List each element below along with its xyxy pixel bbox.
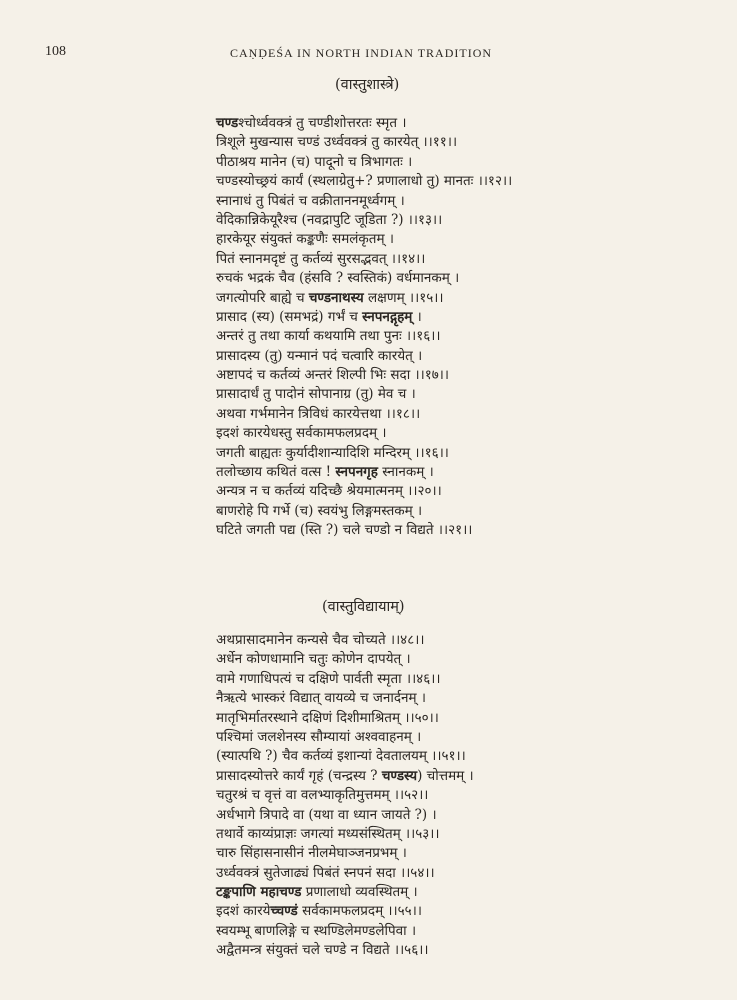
verse-text: चारु सिंहासनासीनं नीलमेघाञ्जनप्रभम् । bbox=[216, 845, 407, 862]
verse-line bbox=[216, 670, 474, 689]
verse-line bbox=[216, 482, 512, 501]
verse-line bbox=[216, 825, 474, 844]
verse-line bbox=[216, 250, 512, 269]
verse-text: सर्वकामफलप्रदम् ।।५५।। bbox=[297, 903, 422, 920]
verse-line bbox=[216, 269, 512, 288]
verse-text: वेदिकान्निकेयूरैश्च (नवद्रापुटि जूडिता ?) ।।१३।। bbox=[216, 211, 443, 228]
verse-line bbox=[216, 347, 512, 366]
verse-line bbox=[216, 650, 474, 669]
verse-line bbox=[216, 806, 474, 825]
verse-emphasis: च्चण्डं bbox=[270, 903, 298, 920]
verse-text: लक्षणम् ।।१५।। bbox=[363, 289, 444, 306]
verse-text: अर्धभागे त्रिपादे वा (यथा वा ध्यान जायते ?) । bbox=[216, 806, 437, 823]
verse-text: बाणरोहे पि गर्भे (च) स्वयंभु लिङ्गमस्तकम् । bbox=[216, 502, 423, 519]
verse-block-vastuvidyayam bbox=[216, 631, 474, 961]
verse-text: (स्यात्पथि ?) चैव कर्तव्यं इशान्यां देवतालयम् ।।५१।। bbox=[216, 748, 466, 765]
verse-text: अर्धेन कोणधामानि चतुः कोणेन दापयेत् । bbox=[216, 651, 411, 668]
verse-text: चतुरश्रं च वृत्तं वा वलभ्याकृतिमुत्तमम् ।।५२।। bbox=[216, 787, 429, 804]
verse-line bbox=[216, 883, 474, 902]
verse-emphasis: चण्डस्य bbox=[381, 767, 418, 784]
verse-line bbox=[216, 327, 512, 346]
verse-line bbox=[216, 631, 474, 650]
verse-text: चण्डस्योच्छ्रयं कार्यं (स्थलाग्रेतु+? प्रणालाधो तु) मानतः ।।१२।। bbox=[216, 173, 513, 190]
verse-line bbox=[216, 424, 512, 443]
verse-text: स्वयम्भू बाणलिङ्गे च स्थण्डिलेमण्डलेपिवा । bbox=[216, 922, 417, 939]
verse-text: स्नानाधं तु पिबंतं च वक्रीताननमूर्ध्वगम् । bbox=[216, 192, 405, 209]
verse-line bbox=[216, 728, 474, 747]
verse-text: प्रणालाधो व्यवस्थितम् । bbox=[301, 884, 418, 901]
verse-line bbox=[216, 767, 474, 786]
page-number: 108 bbox=[45, 44, 66, 59]
verse-line bbox=[216, 308, 512, 327]
verse-line bbox=[216, 941, 474, 960]
verse-text: पीठाश्रय मानेन (च) पादूनो च त्रिभागतः । bbox=[216, 153, 413, 170]
verse-line bbox=[216, 172, 512, 191]
verse-text: अन्तरं तु तथा कार्या कथयामि तथा पुनः ।।१६।। bbox=[216, 328, 441, 345]
verse-text: प्रासादस्योत्तरे कार्यं गृहं (चन्द्रस्य ? bbox=[216, 767, 382, 784]
verse-text: हारकेयूर संयुक्तं कङ्कणैः समलंकृतम् । bbox=[216, 231, 394, 248]
verse-line bbox=[216, 366, 512, 385]
verse-text: प्रासादार्धं तु पादोनं सोपानाग्र (तु) मेव च । bbox=[216, 386, 416, 403]
verse-text: पश्चिमां जलशेनस्य सौम्यायां अश्ववाहनम् । bbox=[216, 728, 422, 745]
verse-line bbox=[216, 786, 474, 805]
verse-line bbox=[216, 864, 474, 883]
verse-text: प्रासादस्य (तु) यन्मानं पदं चत्वारि कारयेत् । bbox=[216, 347, 423, 364]
verse-line bbox=[216, 463, 512, 482]
verse-line bbox=[216, 709, 474, 728]
verse-text: अथप्रासादमानेन कन्यसे चैव चोच्यते ।।४८।। bbox=[216, 632, 425, 648]
verse-text: रुचकं भद्रकं चैव (हंसवि ? स्वस्तिकं) वर्धमानकम् । bbox=[216, 270, 460, 287]
section-title-vastuvidyayam: (वास्तुविद्यायाम्) bbox=[322, 599, 405, 615]
verse-emphasis: टङ्कपाणि महाचण्ड bbox=[216, 884, 302, 901]
verse-line bbox=[216, 289, 512, 308]
verse-emphasis: स्नपनद्गृहम् bbox=[362, 308, 413, 325]
verse-line bbox=[216, 114, 512, 133]
verse-text: । bbox=[412, 308, 422, 325]
verse-line bbox=[216, 444, 512, 463]
verse-line bbox=[216, 230, 512, 249]
verse-text: अद्वैतमन्त्र संयुक्तं चले चण्डे न विद्यते ।।५६।। bbox=[216, 942, 429, 959]
verse-line bbox=[216, 502, 512, 521]
verse-text: प्रासाद (स्य) (समभद्रं) गर्भं च bbox=[216, 308, 363, 325]
verse-text: इदशं कारयेधस्तु सर्वकामफलप्रदम् । bbox=[216, 425, 387, 442]
verse-line bbox=[216, 133, 512, 152]
verse-text: इदशं कारये bbox=[216, 903, 271, 920]
running-head: CAṆḌEŚA IN NORTH INDIAN TRADITION bbox=[230, 46, 493, 60]
verse-text: स्नानकम् । bbox=[377, 464, 434, 481]
verse-line bbox=[216, 922, 474, 941]
verse-text: अथवा गर्भमानेन त्रिविधं कारयेत्तथा ।।१८।। bbox=[216, 405, 421, 422]
verse-text: ) चोत्तमम् । bbox=[417, 767, 474, 784]
verse-text: घटिते जगती पद्य (स्ति ?) चले चण्डो न विद्यते ।।२१।। bbox=[216, 522, 473, 539]
verse-text: तथार्वे काय्यंप्राज्ञः जगत्यां मध्यसंस्थितम् ।।५३।। bbox=[216, 825, 440, 842]
verse-line bbox=[216, 211, 512, 230]
verse-line bbox=[216, 192, 512, 211]
verse-line bbox=[216, 153, 512, 172]
verse-text: श्चोर्ध्ववक्त्रं तु चण्डीशोत्तरतः स्मृत । bbox=[238, 115, 407, 131]
verse-line bbox=[216, 405, 512, 424]
verse-line bbox=[216, 902, 474, 921]
verse-text: अन्यत्र न च कर्तव्यं यदिच्छै श्रेयमात्मनम् ।।२०।। bbox=[216, 483, 442, 500]
verse-block-vastushastre bbox=[216, 114, 512, 541]
verse-line bbox=[216, 747, 474, 766]
verse-text: त्रिशूले मुखन्यास चण्डं उर्ध्ववक्त्रं तु कारयेत् ।।११।। bbox=[216, 134, 458, 151]
verse-text: जगती बाह्यतः कुर्यादीशान्यादिशि मन्दिरम् ।।१६।। bbox=[216, 444, 449, 461]
verse-emphasis: स्नपनगृह bbox=[335, 464, 378, 481]
section-title-vastushastre: (वास्तुशास्त्रे) bbox=[335, 77, 400, 93]
verse-line bbox=[216, 521, 512, 540]
verse-text: पितं स्नानमदृष्टं तु कर्तव्यं सुरसद्भवत् ।।१४।। bbox=[216, 250, 426, 267]
verse-text: तलोच्छाय कथितं वत्स ! bbox=[216, 464, 336, 481]
verse-emphasis: चण्डनाथस्य bbox=[308, 289, 364, 306]
verse-line bbox=[216, 385, 512, 404]
verse-text: मातृभिर्मातरस्थाने दक्षिणं दिशीमाश्रितम् ।।५०।। bbox=[216, 709, 439, 726]
verse-text: वामे गणाधिपत्यं च दक्षिणे पार्वती स्मृता ।।४६।। bbox=[216, 670, 441, 687]
verse-text: उर्ध्ववक्त्रं सुतेजाढ्यं पिबंतं स्नपनं सदा ।।५४।। bbox=[216, 864, 435, 881]
verse-line bbox=[216, 689, 474, 708]
verse-text: नैऋत्ये भास्करं विद्यात् वायव्ये च जनार्दनम् । bbox=[216, 690, 427, 707]
verse-emphasis: चण्ड bbox=[216, 115, 239, 131]
verse-text: अष्टापदं च कर्तव्यं अन्तरं शिल्पी भिः सदा ।।१७।। bbox=[216, 367, 449, 384]
verse-text: जगत्योपरि बाह्ये च bbox=[216, 289, 309, 306]
verse-line bbox=[216, 844, 474, 863]
